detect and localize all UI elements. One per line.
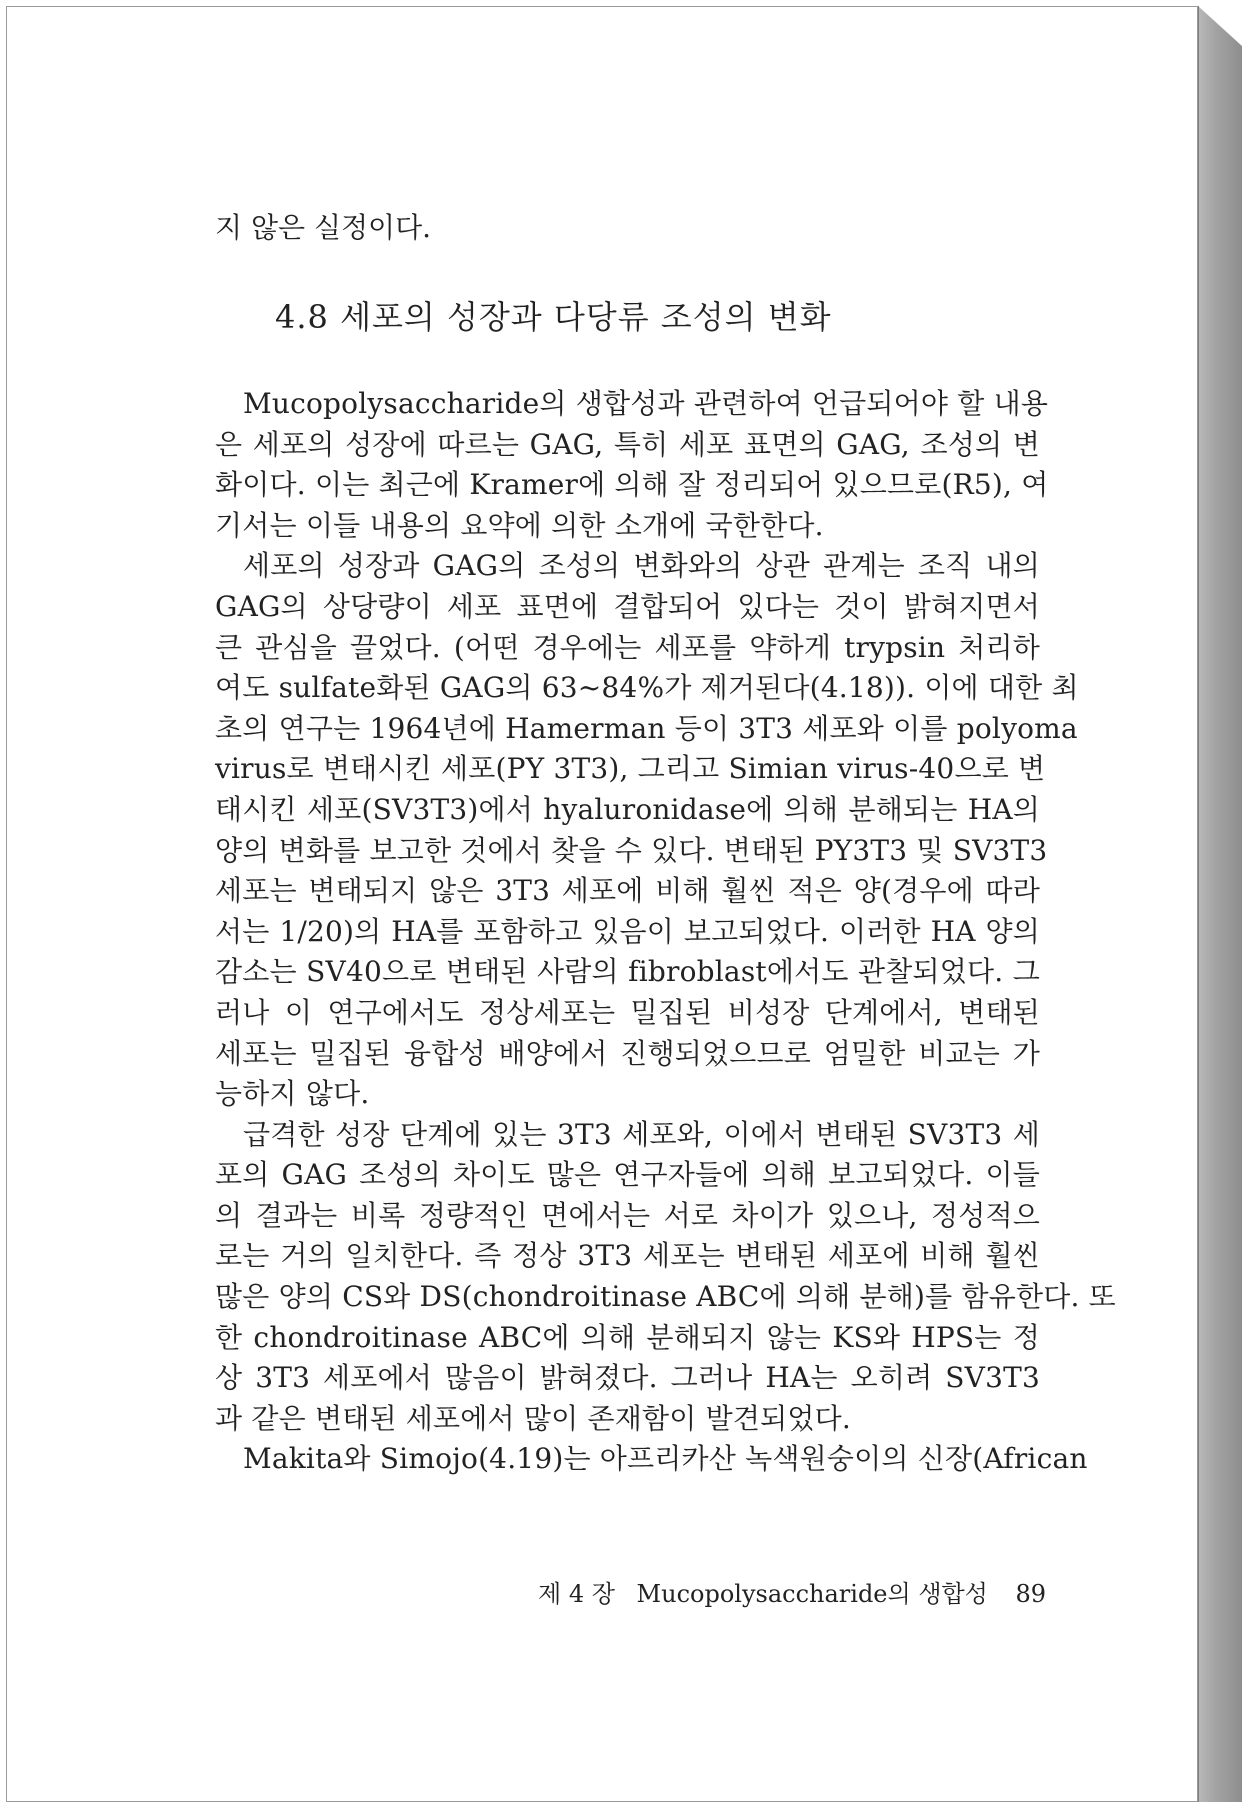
body-line: Makita와 Simojo(4.19)는 아프리카산 녹색원숭이의 신장(African <box>243 1442 1088 1476</box>
body-line: 세포의 성장과 GAG의 조성의 변화와의 상관 관계는 조직 내의 <box>243 549 1040 583</box>
page-edge-line <box>1198 6 1199 1802</box>
body-line: 세포는 변태되지 않은 3T3 세포에 비해 훨씬 적은 양(경우에 따라 <box>215 874 1040 908</box>
body-line: 태시킨 세포(SV3T3)에서 hyaluronidase에 의해 분해되는 HA의 <box>215 792 1040 826</box>
body-line: 양의 변화를 보고한 것에서 찾을 수 있다. 변태된 PY3T3 및 SV3T3 <box>215 833 1048 867</box>
body-line: 화이다. 이는 최근에 Kramer에 의해 잘 정리되어 있으므로(R5), 여 <box>215 468 1049 502</box>
body-line: 포의 GAG 조성의 차이도 많은 연구자들에 의해 보고되었다. 이들 <box>215 1158 1040 1192</box>
body-line: 러나 이 연구에서도 정상세포는 밀집된 비성장 단계에서, 변태된 <box>215 995 1040 1029</box>
footer-chapter: 제 4 장 <box>538 1580 615 1608</box>
page-number: 89 <box>1015 1580 1047 1608</box>
body-line: 은 세포의 성장에 따르는 GAG, 특히 세포 표면의 GAG, 조성의 변 <box>215 427 1040 461</box>
body-line: 기서는 이들 내용의 요약에 의한 소개에 국한한다. <box>215 508 824 542</box>
body-line: 급격한 성장 단계에 있는 3T3 세포와, 이에서 변태된 SV3T3 세 <box>243 1117 1040 1151</box>
body-line: 의 결과는 비록 정량적인 면에서는 서로 차이가 있으나, 정성적으 <box>215 1198 1040 1232</box>
page-edge-shadow <box>1198 6 1242 1802</box>
body-line: 서는 1/20)의 HA를 포함하고 있음이 보고되었다. 이러한 HA 양의 <box>215 914 1040 948</box>
body-line: 과 같은 변태된 세포에서 많이 존재함이 발견되었다. <box>215 1401 851 1435</box>
section-heading: 4.8 세포의 성장과 다당류 조성의 변화 <box>275 298 832 336</box>
page-footer <box>538 1574 1046 1609</box>
body-line: 감소는 SV40으로 변태된 사람의 fibroblast에서도 관찰되었다. 그 <box>215 955 1040 989</box>
lead-line: 지 않은 실정이다. <box>215 211 432 244</box>
body-line: 큰 관심을 끌었다. (어떤 경우에는 세포를 약하게 trypsin 처리하 <box>215 630 1040 664</box>
body-line: 세포는 밀집된 융합성 배양에서 진행되었으므로 엄밀한 비교는 가 <box>215 1036 1040 1070</box>
body-line: virus로 변태시킨 세포(PY 3T3), 그리고 Simian virus-40으로 변 <box>215 752 1046 786</box>
body-line: GAG의 상당량이 세포 표면에 결합되어 있다는 것이 밝혀지면서 <box>215 589 1040 623</box>
body-line: 능하지 않다. <box>215 1077 370 1111</box>
footer-title: Mucopolysaccharide의 생합성 <box>636 1580 988 1608</box>
body-text <box>215 384 1116 1480</box>
body-line: 상 3T3 세포에서 많음이 밝혀졌다. 그러나 HA는 오히려 SV3T3 <box>215 1361 1040 1395</box>
body-line: 초의 연구는 1964년에 Hamerman 등이 3T3 세포와 이를 polyoma <box>215 711 1078 745</box>
body-line: 로는 거의 일치한다. 즉 정상 3T3 세포는 변태된 세포에 비해 훨씬 <box>215 1239 1040 1273</box>
body-line: 많은 양의 CS와 DS(chondroitinase ABC에 의해 분해)를 함유한다. 또 <box>215 1280 1116 1314</box>
body-line: 여도 sulfate화된 GAG의 63~84%가 제거된다(4.18)). 이에 대한 최 <box>215 671 1079 705</box>
body-line: Mucopolysaccharide의 생합성과 관련하여 언급되어야 할 내용 <box>243 387 1049 420</box>
body-line: 한 chondroitinase ABC에 의해 분해되지 않는 KS와 HPS는 정 <box>215 1320 1040 1354</box>
